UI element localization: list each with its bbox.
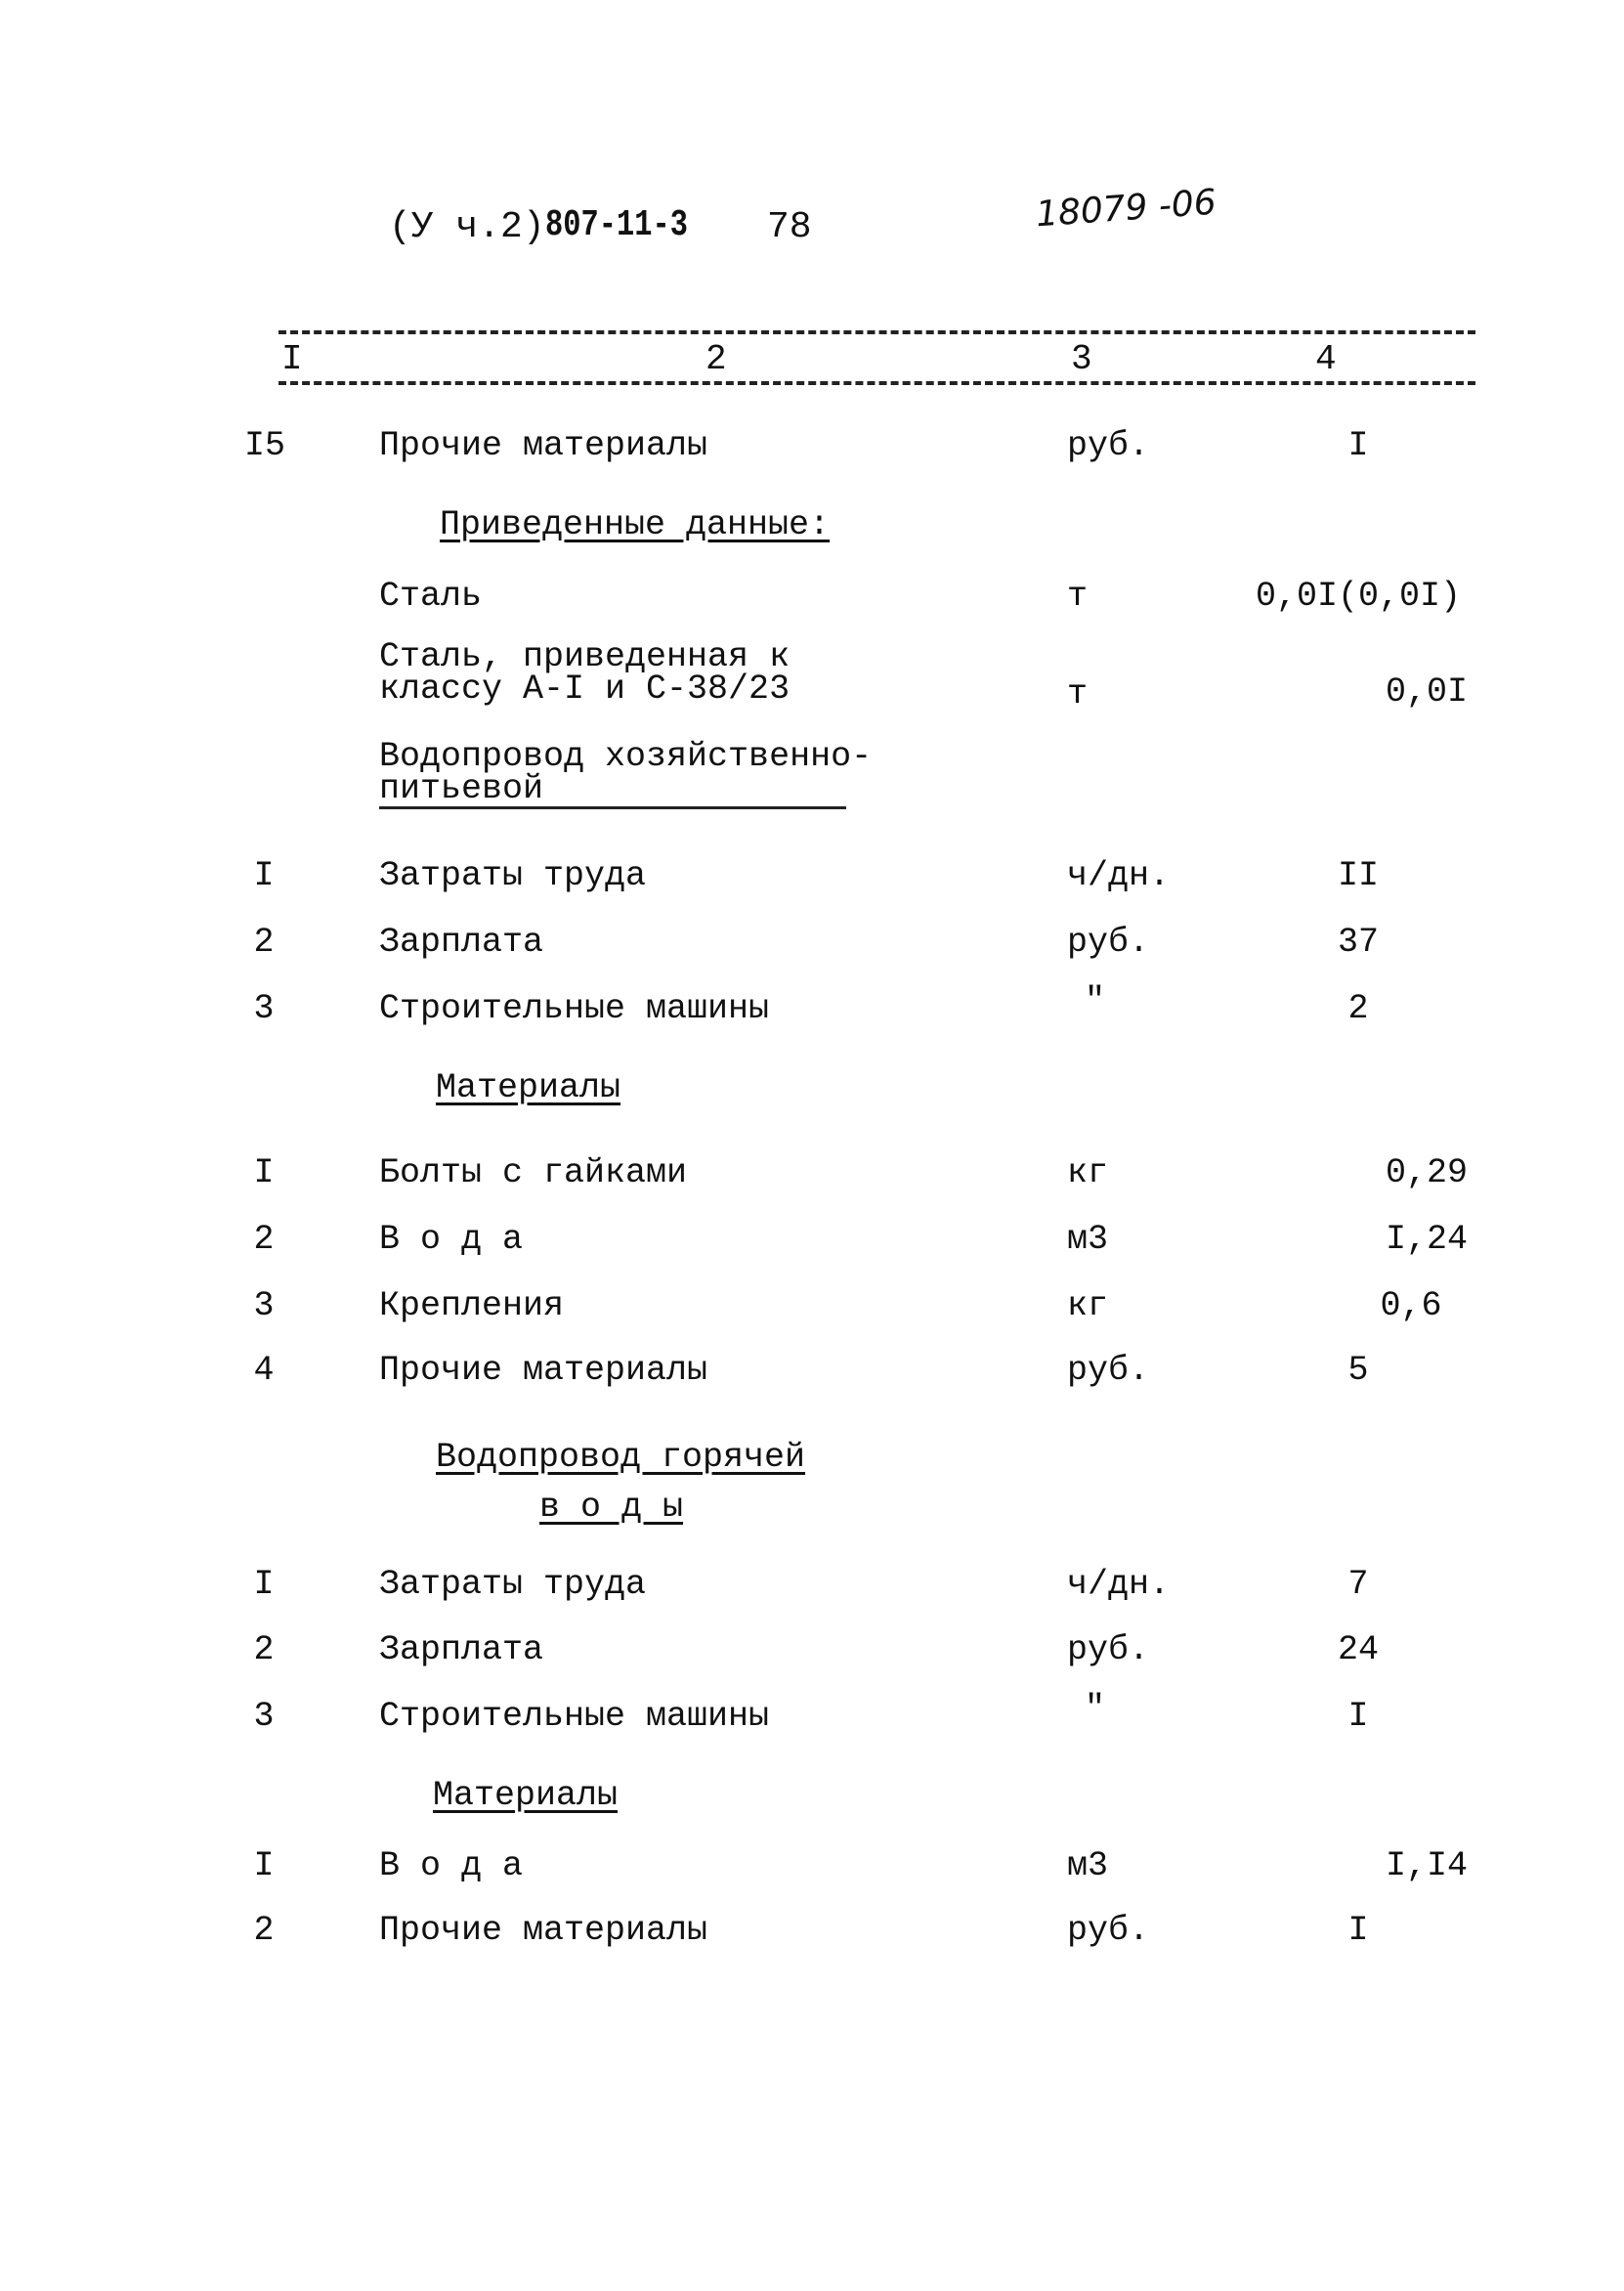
row-value: 2 [1347, 989, 1369, 1028]
row-value: II [1337, 856, 1379, 895]
section-title-line: в о д ы [539, 1487, 684, 1527]
table-row [0, 1630, 1624, 1669]
row-number: 3 [253, 989, 275, 1028]
column-2-label: 2 [705, 339, 727, 379]
row-number: 2 [253, 1911, 275, 1950]
row-name: Прочие материалы [379, 1351, 708, 1390]
row-value: 37 [1337, 923, 1379, 962]
row-unit: ч/дн. [1067, 856, 1171, 895]
section-heading-materials: Материалы [433, 1776, 619, 1815]
table-row [0, 1153, 1624, 1192]
handwritten-number: 18079 -06 [1034, 182, 1218, 236]
row-name: Прочие материалы [379, 1911, 708, 1950]
row-unit: ч/дн. [1067, 1565, 1171, 1604]
section-heading-materials: Материалы [436, 1068, 621, 1107]
table-row [0, 637, 1624, 719]
row-name-line: классу А-I и С-38/23 [379, 670, 791, 710]
row-name: Прочие материалы [379, 426, 708, 465]
row-name-line: Сталь, приведенная к [379, 637, 791, 676]
section-title-line: Водопровод хозяйственно- [379, 737, 873, 776]
section-title-line: Водопровод горячей [436, 1438, 806, 1477]
section-heading-hot-water [436, 1433, 805, 1533]
row-unit: руб. [1067, 426, 1150, 465]
row-value: I [1347, 1697, 1369, 1736]
table-row [0, 1351, 1624, 1390]
row-number: 4 [253, 1351, 275, 1390]
document-part: (У ч.2) [389, 206, 545, 248]
row-unit: т [1067, 577, 1089, 616]
table-row [0, 1911, 1624, 1950]
row-name: Болты с гайками [379, 1153, 688, 1192]
table-row [0, 1689, 1624, 1736]
row-name: В о д а [379, 1220, 524, 1259]
row-number: 2 [253, 1630, 275, 1669]
row-value: I [1347, 426, 1369, 465]
row-value: I,24 [1385, 1220, 1468, 1259]
section-title-line: питьевой [379, 773, 846, 808]
row-name: В о д а [379, 1846, 524, 1885]
row-unit: " [1085, 1689, 1106, 1728]
row-value: I [1347, 1911, 1369, 1950]
row-unit: м3 [1067, 1846, 1109, 1885]
table-row [0, 856, 1624, 895]
row-number: 3 [253, 1697, 275, 1736]
row-number: I [253, 1565, 275, 1604]
column-3-label: 3 [1071, 339, 1092, 379]
dashed-rule-top [278, 330, 1475, 334]
table-row [0, 1220, 1624, 1259]
row-name: Сталь [379, 577, 483, 616]
row-value: 0,6 [1380, 1286, 1442, 1325]
row-name: Зарплата [379, 923, 544, 962]
row-unit: м3 [1067, 1220, 1109, 1259]
row-unit: руб. [1067, 1630, 1150, 1669]
row-number: I [253, 856, 275, 895]
row-unit: руб. [1067, 1911, 1150, 1950]
column-1-label: I [281, 339, 303, 379]
row-number: 2 [253, 1220, 275, 1259]
row-value: 0,29 [1385, 1153, 1468, 1192]
section-heading-reduced: Приведенные данные: [440, 505, 831, 544]
dashed-rule-bottom [278, 381, 1475, 385]
row-name: Затраты труда [379, 856, 647, 895]
row-name: Зарплата [379, 1630, 544, 1669]
row-unit: руб. [1067, 923, 1150, 962]
row-number: I5 [244, 426, 286, 465]
row-name: Строительные машины [379, 1697, 770, 1736]
table-row [0, 981, 1624, 1028]
row-name [379, 637, 791, 710]
table-row [0, 923, 1624, 962]
table-row [0, 1565, 1624, 1604]
document-code: 807-11-3 [545, 204, 688, 246]
row-unit: кг [1067, 1153, 1109, 1192]
table-row [0, 1846, 1624, 1885]
row-number: 2 [253, 923, 275, 962]
row-unit: т [1067, 674, 1089, 713]
row-unit: кг [1067, 1286, 1109, 1325]
row-value: 7 [1347, 1565, 1369, 1604]
table-row [0, 1286, 1624, 1325]
page-number: 78 [767, 206, 812, 248]
row-name: Строительные машины [379, 989, 770, 1028]
row-name: Затраты труда [379, 1565, 647, 1604]
row-unit: " [1085, 981, 1106, 1020]
row-number: 3 [253, 1286, 275, 1325]
row-name: Крепления [379, 1286, 565, 1325]
row-value: 24 [1337, 1630, 1379, 1669]
table-row [0, 426, 1624, 465]
column-4-label: 4 [1315, 339, 1337, 379]
table-row [0, 577, 1624, 616]
row-value: 5 [1347, 1351, 1369, 1390]
row-value: I,I4 [1385, 1846, 1468, 1885]
row-number: I [253, 1846, 275, 1885]
row-unit: руб. [1067, 1351, 1150, 1390]
row-number: I [253, 1153, 275, 1192]
row-value: 0,0I [1385, 672, 1468, 712]
section-heading-cold-water [379, 737, 873, 809]
row-value: 0,0I(0,0I) [1255, 577, 1462, 616]
